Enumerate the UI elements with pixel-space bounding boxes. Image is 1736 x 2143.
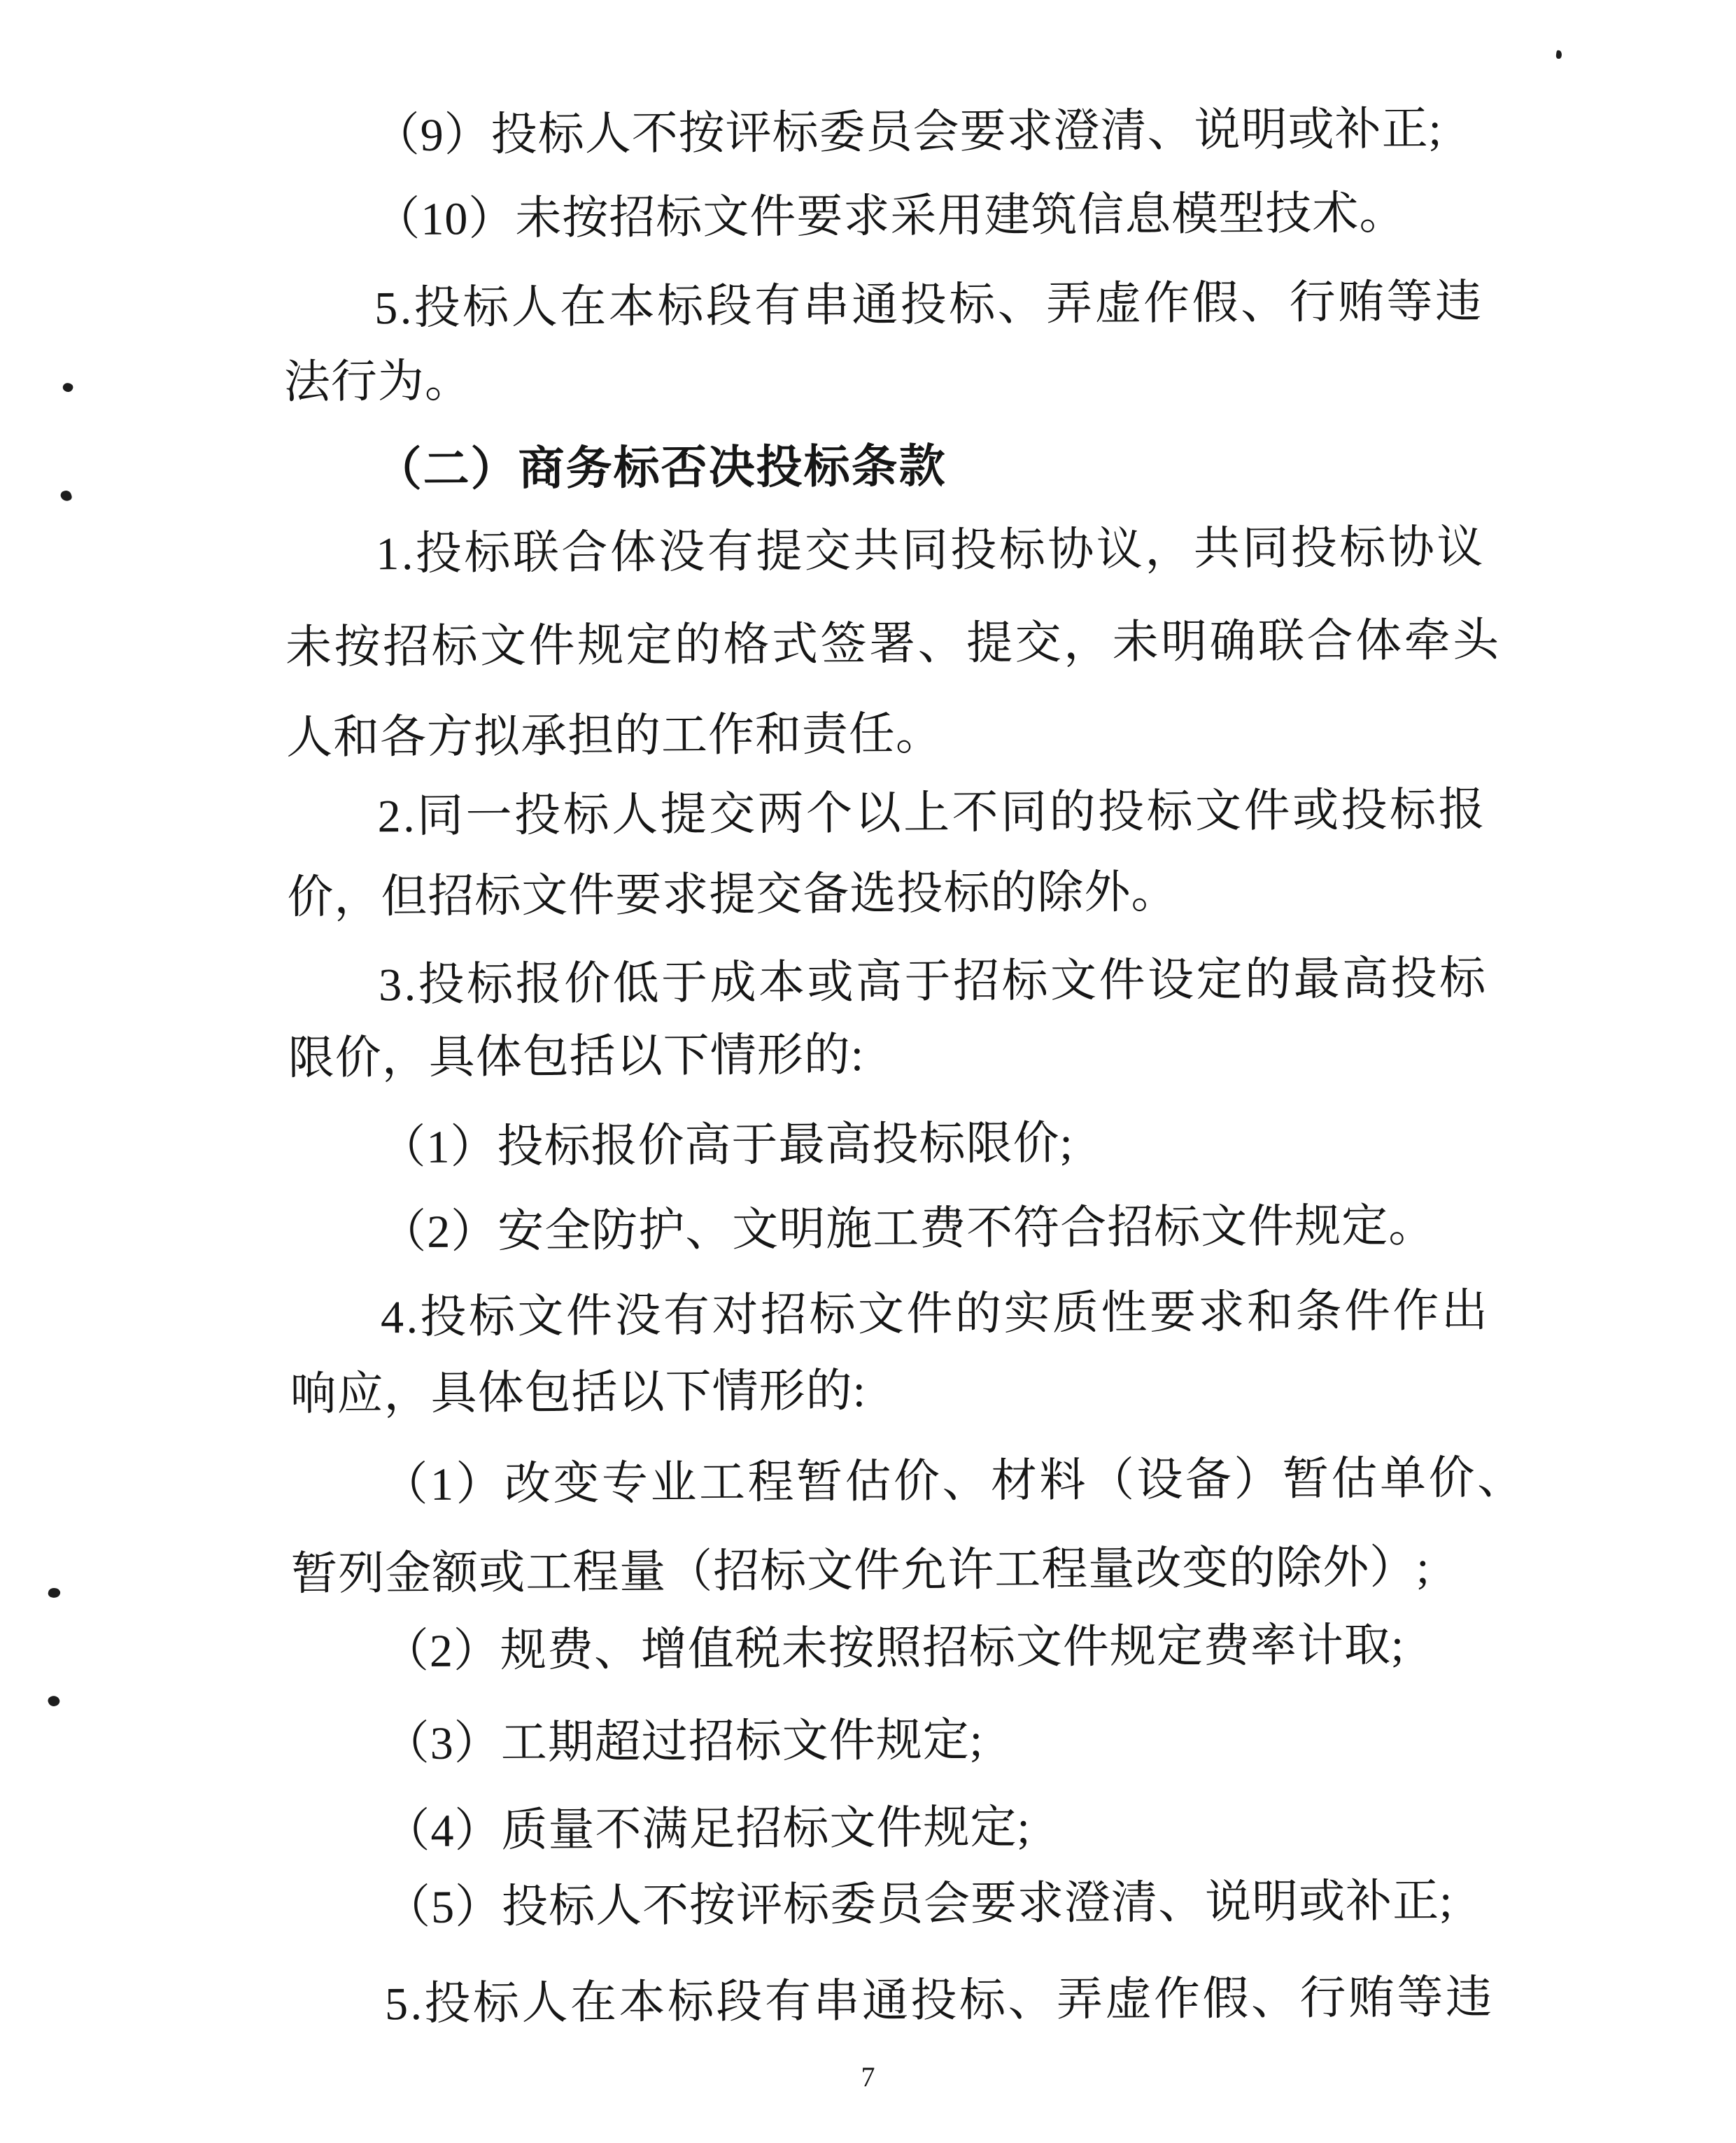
text-line: （1）投标报价高于最高投标限价; xyxy=(379,1118,1074,1174)
text-line: 5.投标人在本标段有串通投标、弄虚作假、行贿等违 xyxy=(384,1972,1495,2030)
section-heading: （二）商务标否决投标条款 xyxy=(375,441,947,496)
text-line: 暂列金额或工程量（招标文件允许工程量改变的除外）; xyxy=(291,1542,1430,1601)
text-line: （1）改变专业工程暂估价、材料（设备）暂估单价、 xyxy=(381,1452,1526,1511)
text-line: （10）未按招标文件要求采用建筑信息模型技术。 xyxy=(374,188,1406,246)
text-line: 2.同一投标人提交两个以上不同的投标文件或投标报 xyxy=(377,784,1488,843)
text-line: 响应，具体包括以下情形的: xyxy=(290,1365,867,1421)
text-line: （2）安全防护、文明施工费不符合招标文件规定。 xyxy=(380,1200,1436,1258)
text-line: 价，但招标文件要求提交备选投标的除外。 xyxy=(287,866,1178,924)
text-line: 未按招标文件规定的格式签署、提交，未明确联合体牵头 xyxy=(285,614,1502,674)
text-line: 5.投标人在本标段有串通投标、弄虚作假、行贿等违 xyxy=(374,276,1484,335)
text-line: （9）投标人不按评标委员会要求澄清、说明或补正; xyxy=(373,103,1443,162)
text-line: （3）工期超过招标文件规定; xyxy=(383,1715,984,1770)
text-line: （4）质量不满足招标文件规定; xyxy=(383,1801,1031,1857)
text-line: 人和各方拟承担的工作和责任。 xyxy=(285,708,943,764)
text-line: 法行为。 xyxy=(283,356,472,409)
text-line: （2）规费、增值税未按照招标文件规定费率计取; xyxy=(382,1619,1405,1678)
text-line: 3.投标报价低于成本或高于招标文件设定的最高投标 xyxy=(378,953,1488,1011)
text-line: 限价，具体包括以下情形的: xyxy=(288,1030,865,1085)
text-line: 4.投标文件没有对招标文件的实质性要求和条件作出 xyxy=(380,1285,1490,1344)
page-number: 7 xyxy=(861,2061,875,2093)
text-line: 1.投标联合体没有提交共同投标协议，共同投标协议 xyxy=(376,521,1486,580)
text-line: （5）投标人不按评标委员会要求澄清、说明或补正; xyxy=(383,1875,1453,1934)
